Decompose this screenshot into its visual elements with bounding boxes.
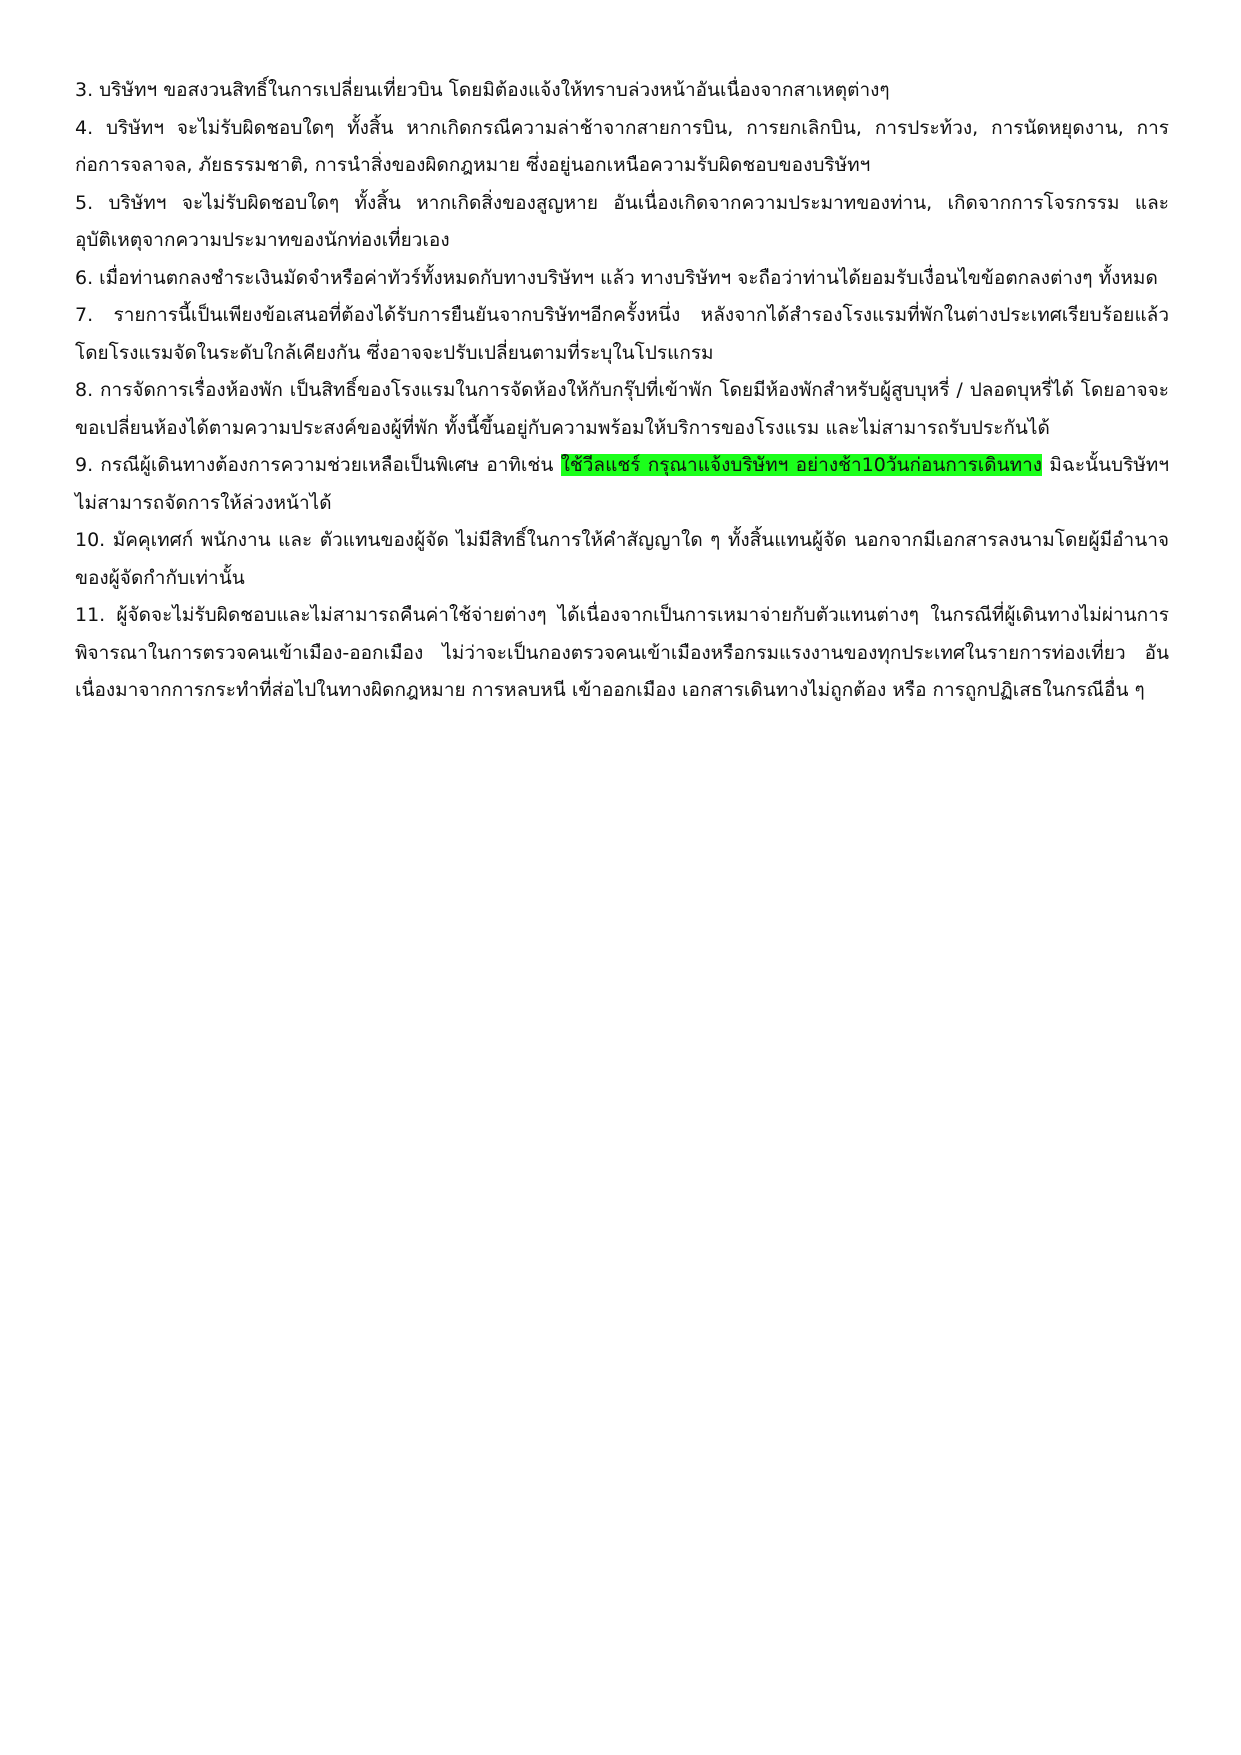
term-11: 11. ผู้จัดจะไม่รับผิดชอบและไม่สามารถคืนค่าใช้จ่ายต่างๆ ได้เนื่องจากเป็นการเหมาจ่ายกับตัวแทนต่างๆ ในกรณีที่ผู้เดินทางไม่ผ่านการพิจารณาในการตรวจคนเข้าเมือง-ออกเมือง ไม่ว่าจะเป็นกองตรวจคนเข้าเมืองหรือกรมแรงงานของทุกประเทศในรายการท่องเที่ยว อันเนื่องมาจากการกระทำที่ส่อไปในทางผิดกฎหมาย การหลบหนี เข้าออกเมือง เอกสารเดินทางไม่ถูกต้อง หรือ การถูกปฏิเสธในกรณีอื่น ๆ bbox=[75, 604, 1169, 701]
term-8: 8. การจัดการเรื่องห้องพัก เป็นสิทธิ์ของโรงแรมในการจัดห้องให้กับกรุ๊ปที่เข้าพัก โดยมีห้องพักสำหรับผู้สูบบุหรี่ / ปลอดบุหรี่ได้ โดยอาจจะขอเปลี่ยนห้องได้ตามความประสงค์ของผู้ที่พัก ทั้งนี้ขึ้นอยู่กับความพร้อมให้บริการของโรงแรม และไม่สามารถรับประกันได้ bbox=[75, 379, 1169, 439]
term-6: 6. เมื่อท่านตกลงชำระเงินมัดจำหรือค่าทัวร์ทั้งหมดกับทางบริษัทฯ แล้ว ทางบริษัทฯ จะถือว่าท่านได้ยอมรับเงื่อนไขข้อตกลงต่างๆ ทั้งหมด bbox=[75, 266, 1158, 289]
term-10: 10. มัคคุเทศก์ พนักงาน และ ตัวแทนของผู้จัด ไม่มีสิทธิ์ในการให้คำสัญญาใด ๆ ทั้งสิ้นแทนผู้จัด นอกจากมีเอกสารลงนามโดยผู้มีอำนาจของผู้จัดกำกับเท่านั้น bbox=[75, 529, 1169, 589]
term-4: 4. บริษัทฯ จะไม่รับผิดชอบใดๆ ทั้งสิ้น หากเกิดกรณีความล่าช้าจากสายการบิน, การยกเลิกบิน, การประท้วง, การนัดหยุดงาน, การก่อการจลาจล, ภัยธรรมชาติ, การนำสิ่งของผิดกฎหมาย ซึ่งอยู่นอกเหนือความรับผิดชอบของบริษัทฯ bbox=[75, 116, 1169, 176]
term-9 bbox=[75, 447, 1169, 522]
terms-document bbox=[75, 72, 1169, 710]
term-3: 3. บริษัทฯ ขอสงวนสิทธิ์ในการเปลี่ยนเที่ยวบิน โดยมิต้องแจ้งให้ทราบล่วงหน้าอันเนื่องจากสาเหตุต่างๆ bbox=[75, 79, 890, 101]
term-5: 5. บริษัทฯ จะไม่รับผิดชอบใดๆ ทั้งสิ้น หากเกิดสิ่งของสูญหาย อันเนื่องเกิดจากความประมาทของท่าน, เกิดจากการโจรกรรม และอุบัติเหตุจากความประมาทของนักท่องเที่ยวเอง bbox=[75, 191, 1169, 251]
term-7: 7. รายการนี้เป็นเพียงข้อเสนอที่ต้องได้รับการยืนยันจากบริษัทฯอีกครั้งหนึ่ง หลังจากได้สำรองโรงแรมที่พักในต่างประเทศเรียบร้อยแล้ว โดยโรงแรมจัดในระดับใกล้เคียงกัน ซึ่งอาจจะปรับเปลี่ยนตามที่ระบุในโปรแกรม bbox=[75, 304, 1169, 364]
term-9-text-after: มิฉะนั้นบริษัทฯไม่สามารถจัดการให้ล่วงหน้าได้ bbox=[75, 454, 1169, 514]
term-9-text-before: 9. กรณีผู้เดินทางต้องการความช่วยเหลือเป็นพิเศษ อาทิเช่น bbox=[75, 454, 561, 476]
term-9-highlighted-text: ใช้วีลแชร์ กรุณาแจ้งบริษัทฯ อย่างช้า10วันก่อนการเดินทาง bbox=[560, 454, 1043, 476]
